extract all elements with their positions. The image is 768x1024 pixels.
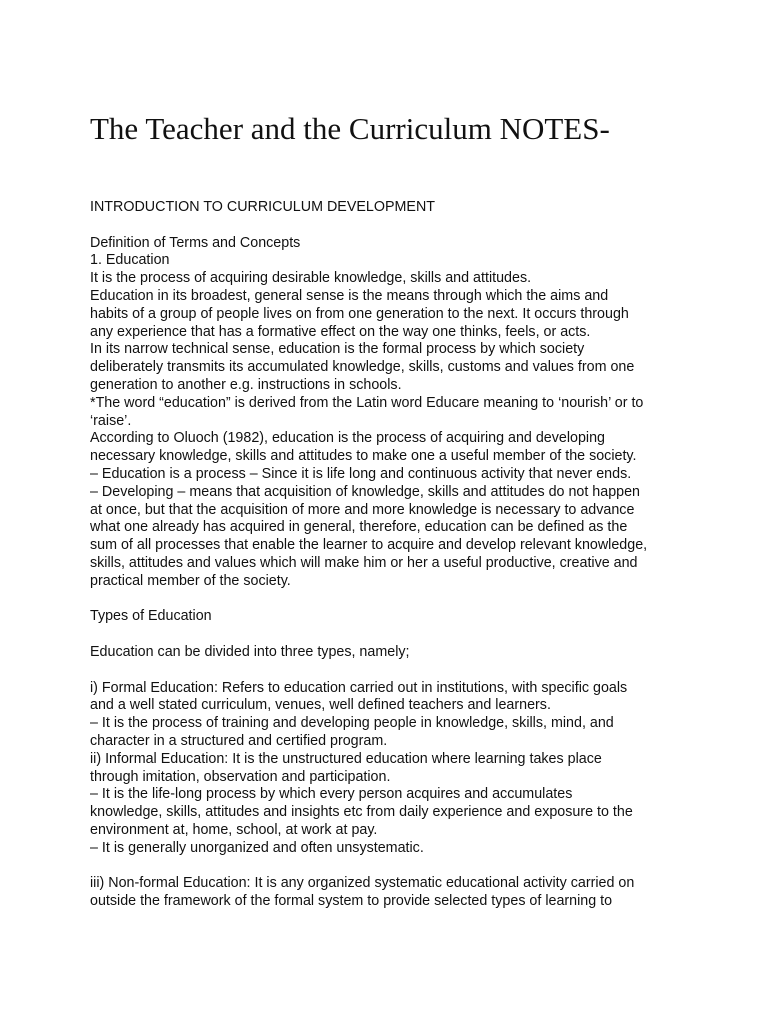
text-line: and a well stated curriculum, venues, well defined teachers and learners. [90,697,551,714]
text-line: practical member of the society. [90,572,291,589]
text-line: environment at, home, school, at work at pay. [90,821,378,838]
text-line: sum of all processes that enable the learner to acquire and develop relevant knowledge, [90,537,648,554]
definitions-heading: Definition of Terms and Concepts [90,234,301,251]
text-line: iii) Non-formal Education: It is any organized systematic educational activity carried on [90,875,635,892]
section-heading: INTRODUCTION TO CURRICULUM DEVELOPMENT [90,199,436,215]
text-line: – Developing – means that acquisition of knowledge, skills and attitudes do not happen [90,483,640,500]
document-body [90,199,690,911]
text-line: deliberately transmits its accumulated knowledge, skills, customs and values from one [90,359,635,376]
text-line: through imitation, observation and participation. [90,768,391,785]
paragraph-spacer [90,626,690,644]
text-line: what one already has acquired in general, therefore, education can be defined as the [90,519,628,536]
paragraph-spacer [90,857,690,875]
text-line: outside the framework of the formal system to provide selected types of learning to [90,893,613,910]
text-line: knowledge, skills, attitudes and insights etc from daily experience and exposure to the [90,804,633,821]
types-heading: Types of Education [90,608,212,625]
text-line: i) Formal Education: Refers to education carried out in institutions, with specific goals [90,679,628,696]
paragraph-spacer [90,217,690,235]
text-line: – Education is a process – Since it is life long and continuous activity that never ends. [90,465,632,482]
text-line: – It is generally unorganized and often unsystematic. [90,839,424,856]
education-heading: 1. Education [90,252,170,269]
text-line: In its narrow technical sense, education is the formal process by which society [90,341,585,358]
text-line: ii) Informal Education: It is the unstructured education where learning takes place [90,750,602,767]
text-line: any experience that has a formative effect on the way one thinks, feels, or acts. [90,323,591,340]
text-line: – It is the life-long process by which every person acquires and accumulates [90,786,573,803]
text-line: ‘raise’. [90,412,132,429]
document-title: The Teacher and the Curriculum NOTES- [90,111,610,146]
paragraph-spacer [90,591,690,609]
text-line: skills, attitudes and values which will make him or her a useful productive, creative and [90,554,638,571]
text-line: – It is the process of training and developing people in knowledge, skills, mind, and [90,715,614,732]
text-line: Education in its broadest, general sense is the means through which the aims and [90,287,609,304]
text-line: at once, but that the acquisition of more and more knowledge is necessary to advance [90,501,635,518]
types-intro: Education can be divided into three types, namely; [90,643,410,660]
text-line: habits of a group of people lives on from one generation to the next. It occurs through [90,305,629,322]
text-line: necessary knowledge, skills and attitudes to make one a useful member of the society. [90,448,637,465]
text-line: *The word “education” is derived from the Latin word Educare meaning to ‘nourish’ or to [90,394,644,411]
paragraph-spacer [90,662,690,680]
text-line: According to Oluoch (1982), education is the process of acquiring and developing [90,430,606,447]
text-line: It is the process of acquiring desirable knowledge, skills and attitudes. [90,270,532,287]
text-line: generation to another e.g. instructions in schools. [90,376,402,393]
text-line: character in a structured and certified program. [90,732,388,749]
